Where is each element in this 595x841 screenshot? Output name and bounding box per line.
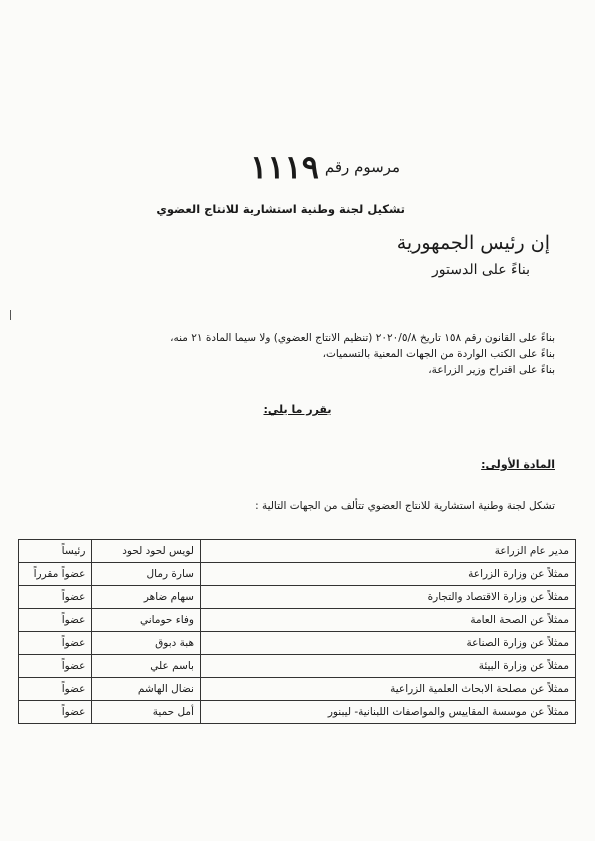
table-row [19,632,576,655]
member-position: رئيساً [19,540,92,563]
member-position: عضواً [19,609,92,632]
preamble-line: بناءً على القانون رقم ١٥٨ تاريخ ٢٠٢٠/٥/٨ (تنظيم الانتاج العضوي) ولا سيما المادة ٢١ منه، [170,332,555,344]
constitution-basis: بناءً على الدستور [432,262,530,278]
member-position: عضواً [19,701,92,724]
decree-label: مرسوم رقم [324,158,400,176]
member-role: ممثلاً عن مصلحة الابحاث العلمية الزراعية [200,678,575,701]
preamble [100,330,555,378]
article-heading: المادة الأولى: [481,458,555,471]
preamble-line: بناءً على اقتراح وزير الزراعة، [428,364,555,376]
member-role: ممثلاً عن الصحة العامة [200,609,575,632]
member-name: سهام ضاهر [92,586,201,609]
table-row [19,655,576,678]
member-role: ممثلاً عن وزارة البيئة [200,655,575,678]
margin-mark [10,310,14,320]
table-row [19,609,576,632]
decides-heading: يقرر ما يلي: [263,403,332,416]
table-row [19,563,576,586]
member-name: أمل حمية [92,701,201,724]
table-row [19,701,576,724]
member-name: باسم علي [92,655,201,678]
member-name: وفاء حوماني [92,609,201,632]
decree-number: ١١١٩ [250,148,319,186]
table-row [19,540,576,563]
member-position: عضواً [19,678,92,701]
member-position: عضواً [19,632,92,655]
member-role: ممثلاً عن موسسة المقاييس والمواصفات اللبنانية- ليبنور [200,701,575,724]
table-row [19,586,576,609]
member-position: عضواً مقرراً [19,563,92,586]
members-table [18,539,576,724]
member-name: لويس لحود لحود [92,540,201,563]
member-name: هبة دبوق [92,632,201,655]
article-text: تشكل لجنة وطنية استشارية للانتاج العضوي تتألف من الجهات التالية : [255,500,555,512]
member-role: مدير عام الزراعة [200,540,575,563]
preamble-line: بناءً على الكتب الواردة من الجهات المعنية بالتسميات، [322,348,555,360]
member-role: ممثلاً عن وزارة الصناعة [200,632,575,655]
table-row [19,678,576,701]
member-position: عضواً [19,586,92,609]
member-name: نضال الهاشم [92,678,201,701]
decree-subject: تشكيل لجنة وطنية استشارية للانتاج العضوي [156,202,405,216]
member-role: ممثلاً عن وزارة الزراعة [200,563,575,586]
issuer-line: إن رئيس الجمهورية [396,232,550,254]
decree-title [220,147,400,187]
member-name: سارة رمال [92,563,201,586]
member-position: عضواً [19,655,92,678]
member-role: ممثلاً عن وزارة الاقتصاد والتجارة [200,586,575,609]
